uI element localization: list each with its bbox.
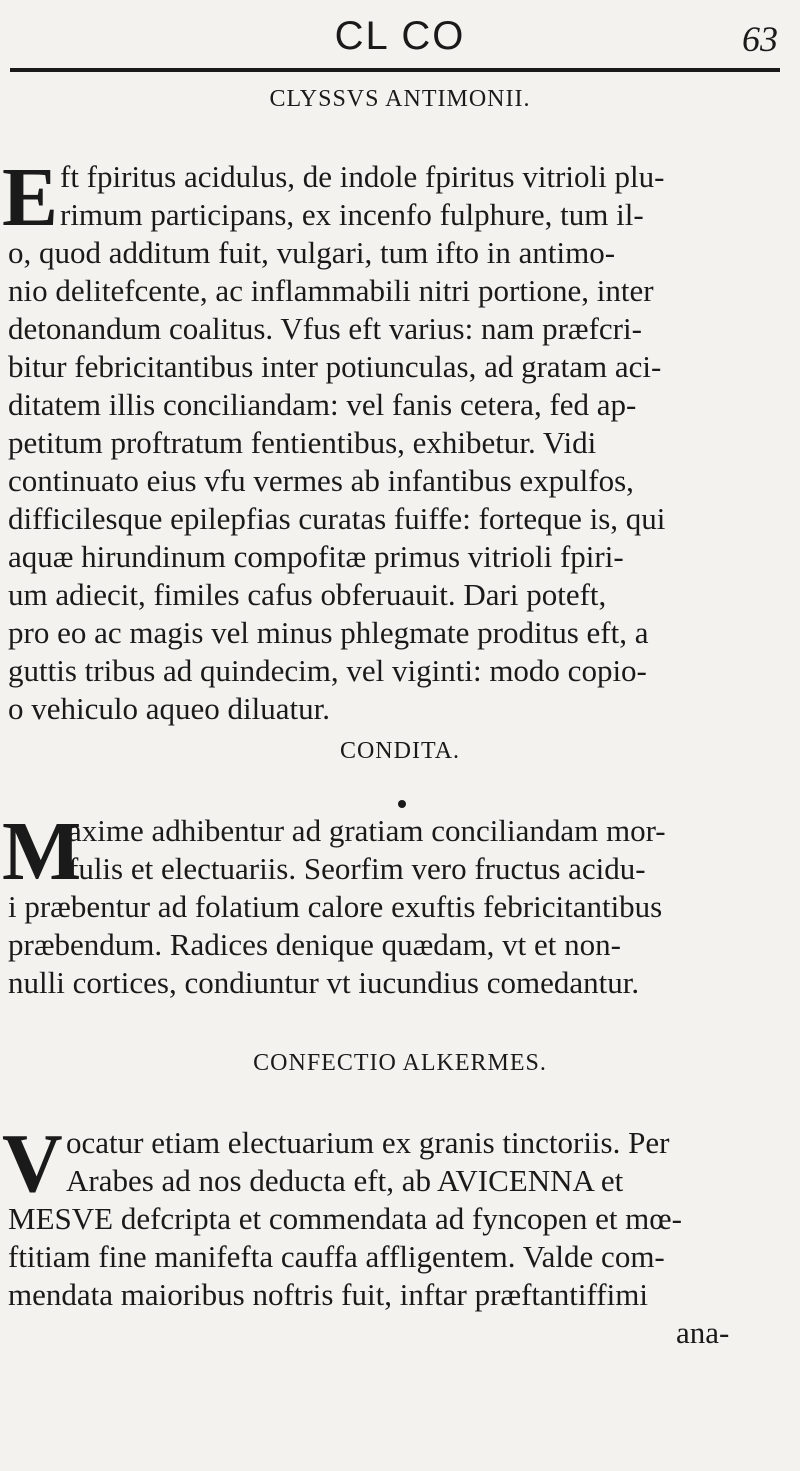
section-title-clyssvs: CLYSSVS ANTIMONII. xyxy=(269,86,531,112)
section-title-confectio-alkermes: CONFECTIO ALKERMES. xyxy=(253,1050,547,1076)
text-line: pro eo ac magis vel minus phlegmate proditus eft, a xyxy=(8,615,649,650)
section-title-condita: CONDITA. xyxy=(339,738,461,764)
catchword: ana- xyxy=(676,1315,730,1350)
text-line: MESVE defcripta et commendata ad fyncopen et mœ- xyxy=(8,1201,683,1236)
text-line: o vehiculo aqueo diluatur. xyxy=(8,691,330,726)
text-line: aquæ hirundinum compofitæ primus vitrioli fpiri- xyxy=(8,539,624,574)
dropcap-e: E xyxy=(2,151,59,244)
text-line: ft fpiritus acidulus, de indole fpiritus vitrioli plu- xyxy=(60,159,665,194)
text-line: bitur febricitantibus inter potiunculas, ad gratam aci- xyxy=(8,349,662,384)
text-line: fulis et electuariis. Seorfim vero fructus acidu- xyxy=(68,851,646,886)
text-line: guttis tribus ad quindecim, vel viginti: modo copio- xyxy=(8,653,647,688)
page-number: 63 xyxy=(742,19,778,59)
dropcap-m: M xyxy=(2,805,82,898)
text-line: um adiecit, fimiles cafus obferuauit. Dari poteft, xyxy=(8,577,607,612)
text-line: nulli cortices, condiuntur vt iucundius comedantur. xyxy=(8,965,640,1000)
text-line: nio delitefcente, ac inflammabili nitri portione, inter xyxy=(8,273,654,308)
text-line: ocatur etiam electuarium ex granis tinctoriis. Per xyxy=(66,1125,670,1160)
text-line: rimum participans, ex incenfo fulphure, tum il- xyxy=(60,197,644,232)
running-head-title: CL CO xyxy=(334,14,466,58)
text-line: mendata maioribus noftris fuit, inftar præftantiffimi xyxy=(8,1277,648,1312)
text-line: continuato eius vfu vermes ab infantibus expulfos, xyxy=(8,463,634,498)
text-line: o, quod additum fuit, vulgari, tum ifto in antimo- xyxy=(8,235,616,270)
text-line: præbendum. Radices denique quædam, vt et non- xyxy=(8,927,621,962)
text-line: i præbentur ad folatium calore exuftis febricitantibus xyxy=(8,889,663,924)
text-line: petitum proftratum fentientibus, exhibetur. Vidi xyxy=(8,425,597,460)
text-line: Arabes ad nos deducta eft, ab AVICENNA et xyxy=(66,1163,624,1198)
text-line: ditatem illis conciliandam: vel fanis cetera, fed ap- xyxy=(8,387,637,422)
running-head xyxy=(0,12,800,72)
text-line: axime adhibentur ad gratiam conciliandam mor- xyxy=(68,813,666,848)
text-line: ftitiam fine manifefta cauffa affligentem. Valde com- xyxy=(8,1239,665,1274)
text-line: difficilesque epilepfias curatas fuiffe: forteque is, qui xyxy=(8,501,666,536)
header-rule xyxy=(10,68,780,72)
dropcap-v: V xyxy=(2,1117,63,1210)
ornament-dot xyxy=(398,800,406,808)
text-line: detonandum coalitus. Vfus eft varius: nam præfcri- xyxy=(8,311,642,346)
